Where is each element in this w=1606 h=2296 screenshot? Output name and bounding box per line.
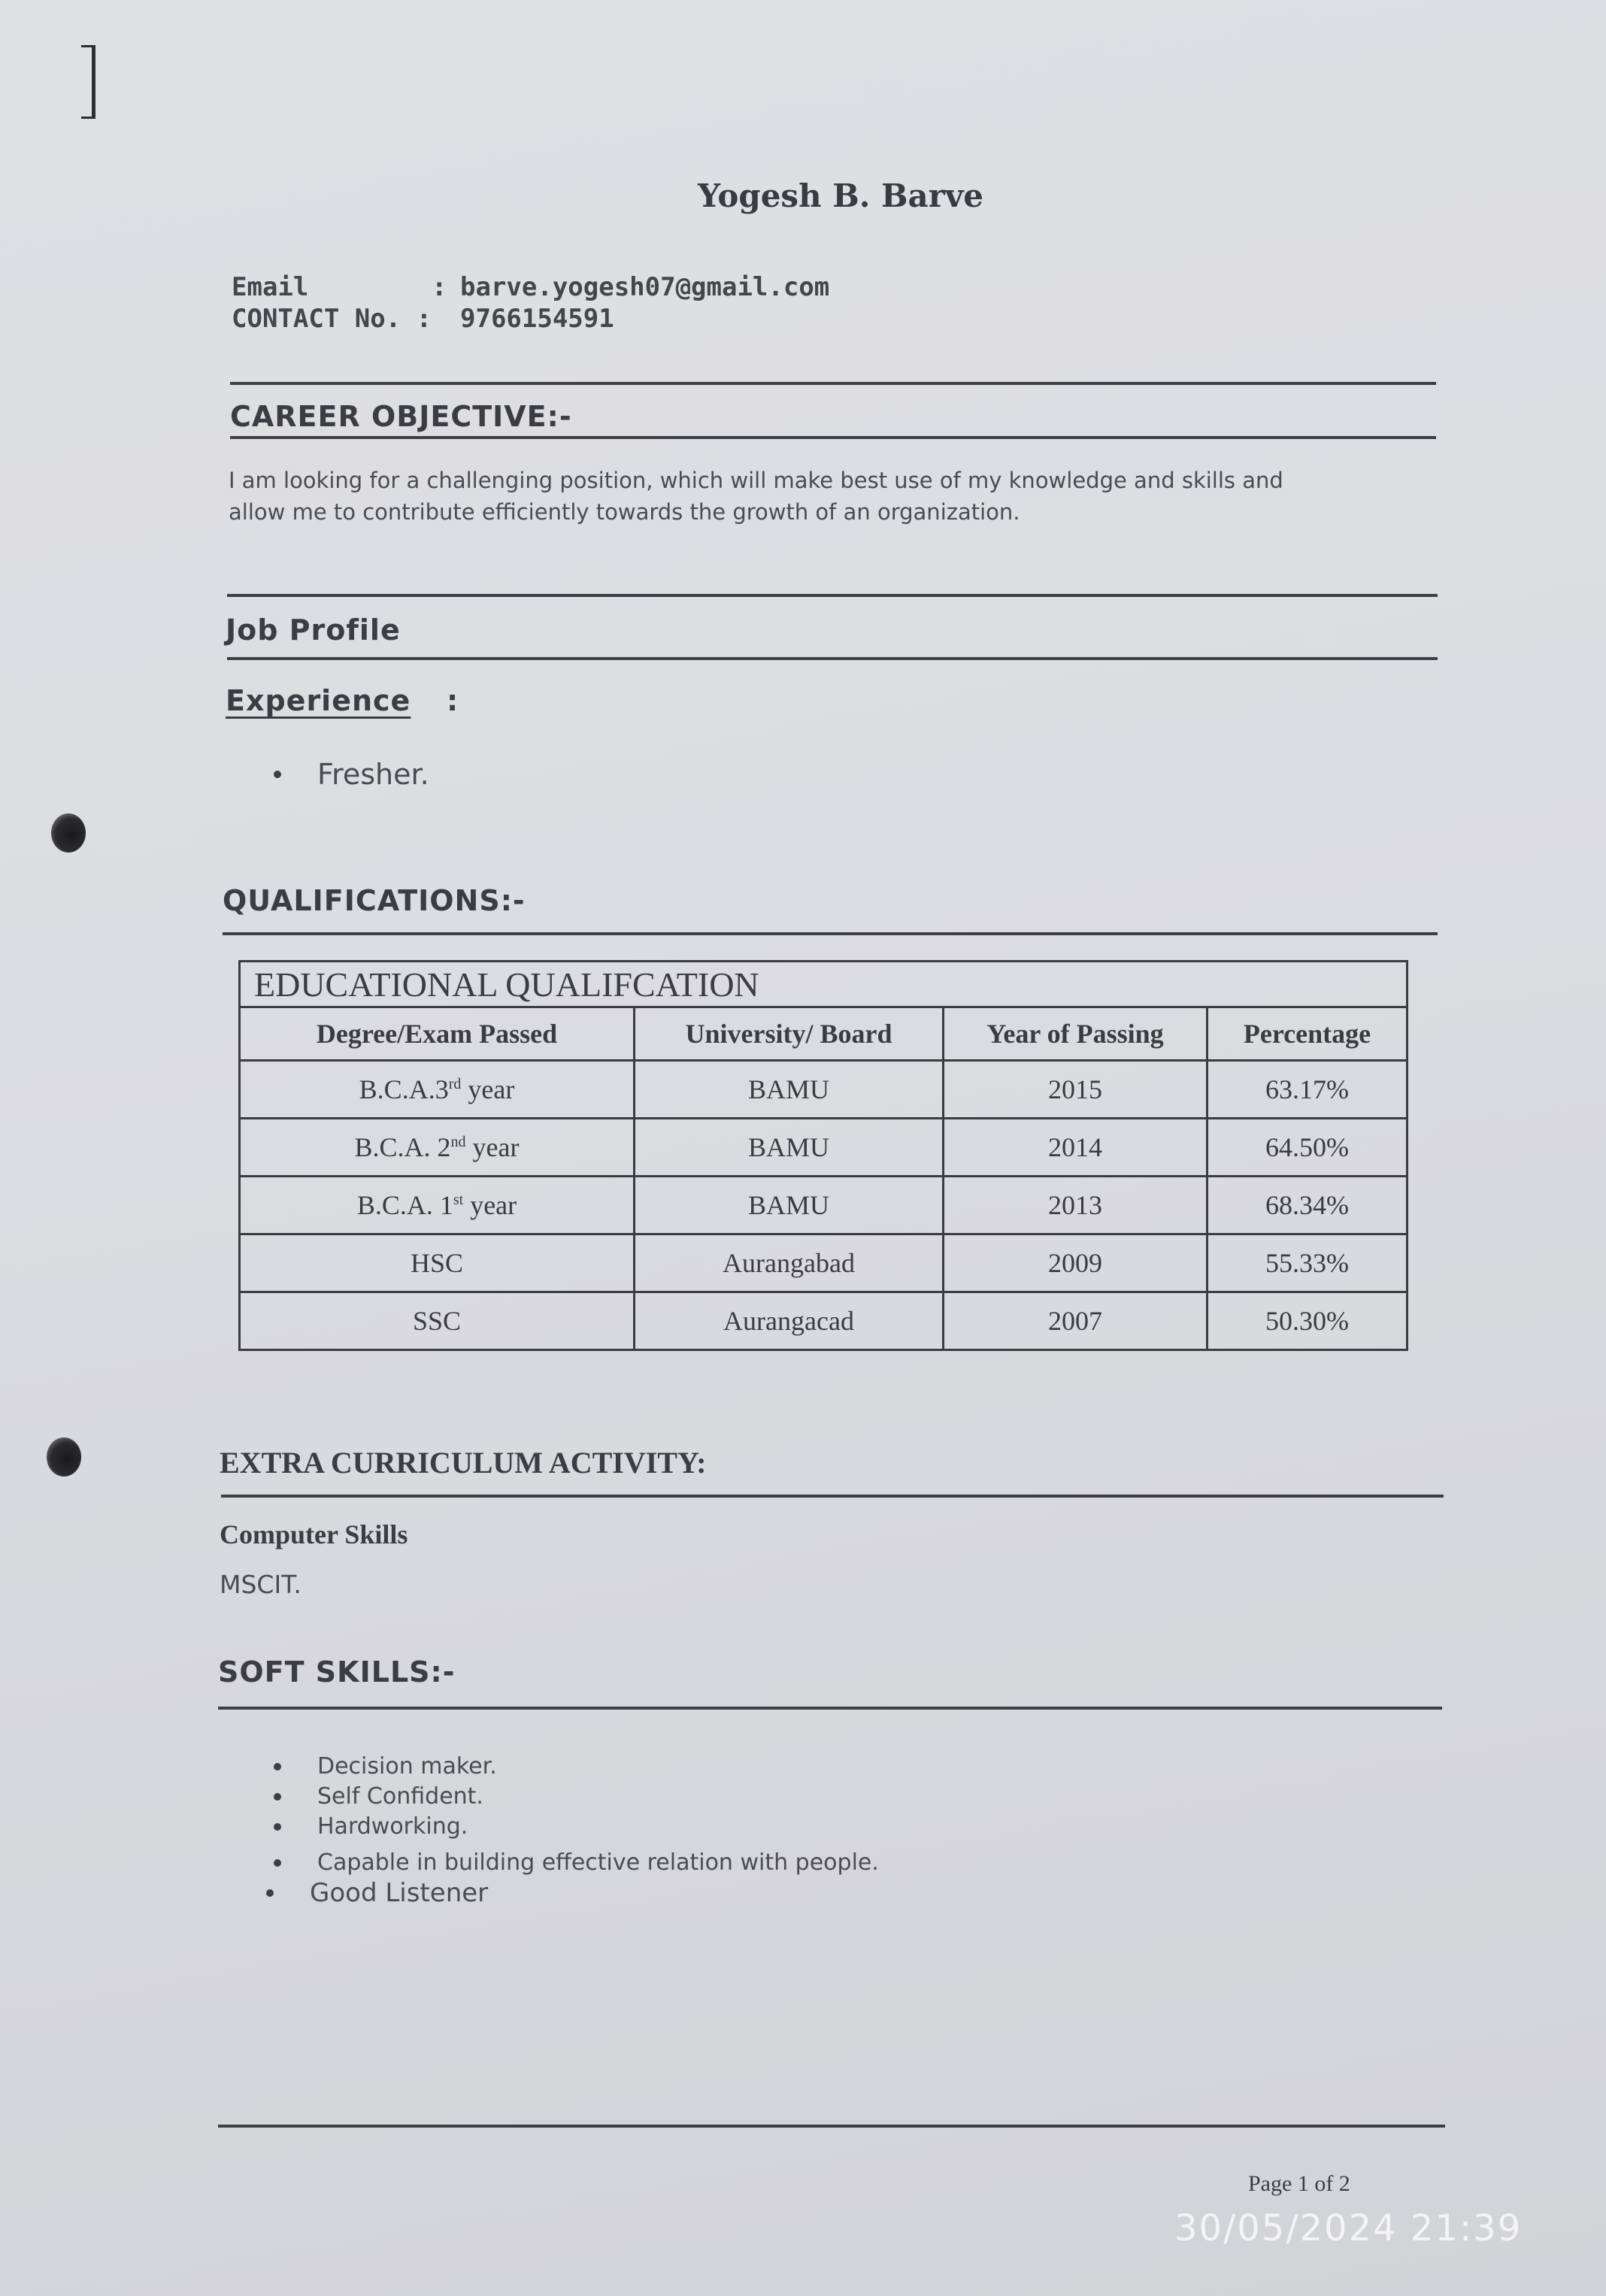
footer-divider	[218, 2125, 1445, 2128]
qualifications-title: QUALIFICATIONS:-	[223, 884, 526, 917]
soft-skill-item: Decision maker.	[317, 1752, 879, 1782]
divider	[221, 1495, 1444, 1498]
degree-cell: SSC	[240, 1292, 635, 1350]
experience-item: Fresher.	[317, 758, 429, 791]
year-cell: 2007	[944, 1292, 1208, 1350]
page-number: Page 1 of 2	[1248, 2171, 1350, 2196]
table-row	[240, 1119, 1408, 1177]
experience-list	[317, 758, 429, 791]
year-cell: 2009	[944, 1234, 1208, 1292]
contact-label: CONTACT No. :	[232, 304, 432, 334]
photo-timestamp: 30/05/2024 21:39	[1174, 2207, 1523, 2249]
career-objective-title: CAREER OBJECTIVE:-	[230, 400, 572, 433]
soft-skill-item: Hardworking.	[317, 1812, 879, 1842]
column-header-degree: Degree/Exam Passed	[240, 1007, 635, 1061]
email-separator: :	[432, 272, 447, 302]
year-cell: 2014	[944, 1119, 1208, 1177]
degree-cell: HSC	[240, 1234, 635, 1292]
percentage-cell: 68.34%	[1208, 1177, 1408, 1234]
experience-label: Experience	[226, 684, 411, 717]
punch-hole-top	[51, 813, 86, 853]
soft-skill-item: Good Listener	[310, 1878, 879, 1908]
candidate-name: Yogesh B. Barve	[698, 177, 983, 214]
computer-skills-subtitle: Computer Skills	[220, 1519, 408, 1549]
contact-value: 9766154591	[460, 304, 614, 334]
divider	[230, 436, 1436, 439]
board-cell: BAMU	[635, 1061, 944, 1119]
degree-cell: B.C.A.3rd year	[240, 1061, 635, 1119]
board-cell: BAMU	[635, 1177, 944, 1234]
board-cell: Aurangabad	[635, 1234, 944, 1292]
career-objective-line-1: I am looking for a challenging position, which will make best use of my knowledge and skills and	[229, 468, 1283, 493]
table-row	[240, 1292, 1408, 1350]
soft-skills-title: SOFT SKILLS:-	[218, 1655, 456, 1689]
percentage-cell: 50.30%	[1208, 1292, 1408, 1350]
soft-skills-list	[310, 1752, 879, 1908]
year-cell: 2013	[944, 1177, 1208, 1234]
column-header-board: University/ Board	[635, 1007, 944, 1061]
percentage-cell: 63.17%	[1208, 1061, 1408, 1119]
email-value: barve.yogesh07@gmail.com	[460, 272, 830, 302]
divider	[227, 657, 1438, 660]
table-caption: EDUCATIONAL QUALIFCATION	[240, 962, 1408, 1007]
extra-curriculum-title: EXTRA CURRICULUM ACTIVITY:	[220, 1446, 707, 1480]
table-row	[240, 1177, 1408, 1234]
board-cell: BAMU	[635, 1119, 944, 1177]
column-header-percentage: Percentage	[1208, 1007, 1408, 1061]
year-cell: 2015	[944, 1061, 1208, 1119]
board-cell: Aurangacad	[635, 1292, 944, 1350]
soft-skill-item: Self Confident.	[317, 1782, 879, 1812]
divider	[230, 382, 1436, 385]
percentage-cell: 55.33%	[1208, 1234, 1408, 1292]
divider	[227, 594, 1438, 597]
degree-cell: B.C.A. 1st year	[240, 1177, 635, 1234]
divider	[223, 932, 1438, 935]
divider	[218, 1707, 1442, 1710]
job-profile-title: Job Profile	[226, 613, 401, 647]
punch-hole-bottom	[47, 1437, 81, 1477]
percentage-cell: 64.50%	[1208, 1119, 1408, 1177]
table-row	[240, 1234, 1408, 1292]
degree-cell: B.C.A. 2nd year	[240, 1119, 635, 1177]
education-table	[238, 960, 1408, 1351]
pen-mark	[81, 45, 95, 119]
experience-separator: :	[447, 684, 459, 717]
computer-skills-value: MSCIT.	[220, 1570, 302, 1599]
soft-skill-item: Capable in building effective relation with people.	[317, 1848, 879, 1878]
table-row	[240, 1061, 1408, 1119]
email-label: Email	[232, 272, 309, 302]
career-objective-line-2: allow me to contribute efficiently towards the growth of an organization.	[229, 499, 1020, 525]
column-header-year: Year of Passing	[944, 1007, 1208, 1061]
